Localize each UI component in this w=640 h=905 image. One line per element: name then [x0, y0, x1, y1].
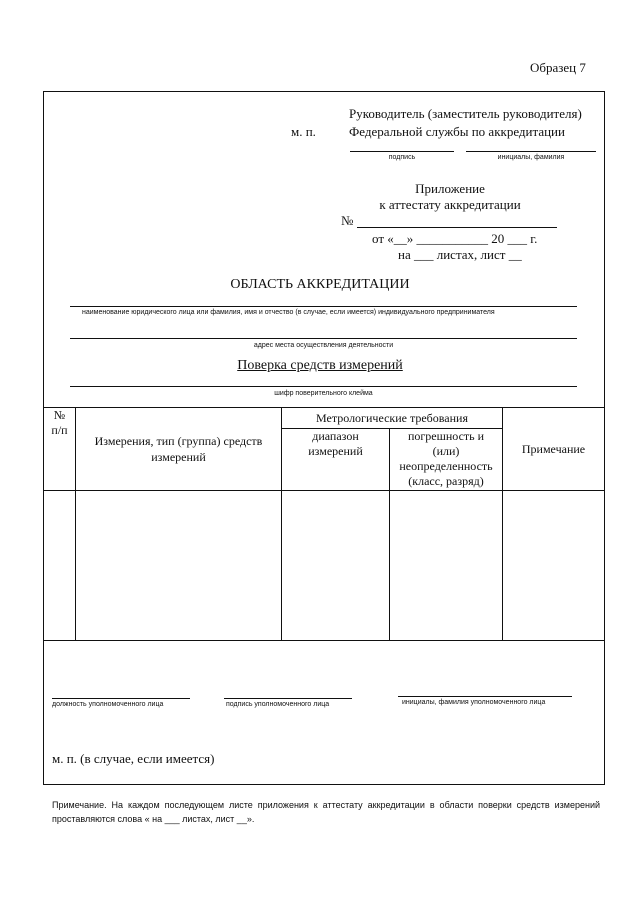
sheets-line: на ___ листах, лист __ [398, 247, 522, 262]
page-title: ОБЛАСТЬ АККРЕДИТАЦИИ [230, 277, 410, 292]
stamp-code-caption: шифр поверительного клейма [274, 390, 373, 397]
head-title-line2: Федеральной службы по аккредитации [349, 124, 565, 139]
head-title-line1: Руководитель (заместитель руководителя) [349, 106, 582, 121]
table-cell [390, 491, 503, 641]
address-line [70, 338, 577, 339]
entity-line [70, 306, 577, 307]
signature-line [350, 151, 454, 152]
stamp-code-line [70, 386, 577, 387]
signature-caption-footer: подпись уполномоченного лица [226, 701, 330, 708]
initials-caption-footer: инициалы, фамилия уполномоченного лица [402, 699, 546, 706]
col-error-header: погрешность и (или) неопределенность (класс, разряд) [390, 429, 503, 491]
number-line [357, 227, 557, 228]
address-caption: адрес места осуществления деятельности [253, 342, 394, 349]
appendix-title: Приложение [415, 181, 485, 196]
table-cell [282, 491, 390, 641]
sample-label: Образец 7 [530, 60, 586, 75]
col-range-header: диапазон измерений [282, 429, 390, 491]
table-row [44, 491, 605, 641]
stamp-note: м. п. (в случае, если имеется) [52, 751, 215, 766]
date-line: от «__» ___________ 20 ___ г. [372, 231, 538, 246]
entity-caption: наименование юридического лица или фамилия, имя и отчество (в случае, если имеется) индивидуального предпринимателя [82, 309, 495, 316]
col-metro-header: Метрологические требования [282, 408, 503, 429]
table-cell [44, 491, 76, 641]
table-cell [76, 491, 282, 641]
col-measure-header: Измерения, тип (группа) средств измерений [76, 408, 282, 491]
position-caption: должность уполномоченного лица [52, 701, 164, 708]
footnote: Примечание. На каждом последующем листе приложения к аттестату аккредитации в области поверки средств измерений проставляются слова « на ___ листах, лист __». [52, 800, 600, 824]
appendix-subtitle: к аттестату аккредитации [379, 197, 521, 212]
number-sign: № [341, 213, 354, 228]
initials-caption: инициалы, фамилия [497, 154, 565, 161]
position-line [52, 698, 190, 699]
initials-line [466, 151, 596, 152]
signature-caption: подпись [388, 154, 416, 161]
col-number-header: № п/п [44, 408, 76, 491]
verification-heading: Поверка средств измерений [237, 358, 403, 373]
stamp-place-label: м. п. [291, 124, 316, 139]
col-note-header: Примечание [503, 408, 605, 491]
signature-line-footer [224, 698, 352, 699]
table-cell [503, 491, 605, 641]
accreditation-table [43, 407, 605, 641]
initials-line-footer [398, 696, 572, 697]
